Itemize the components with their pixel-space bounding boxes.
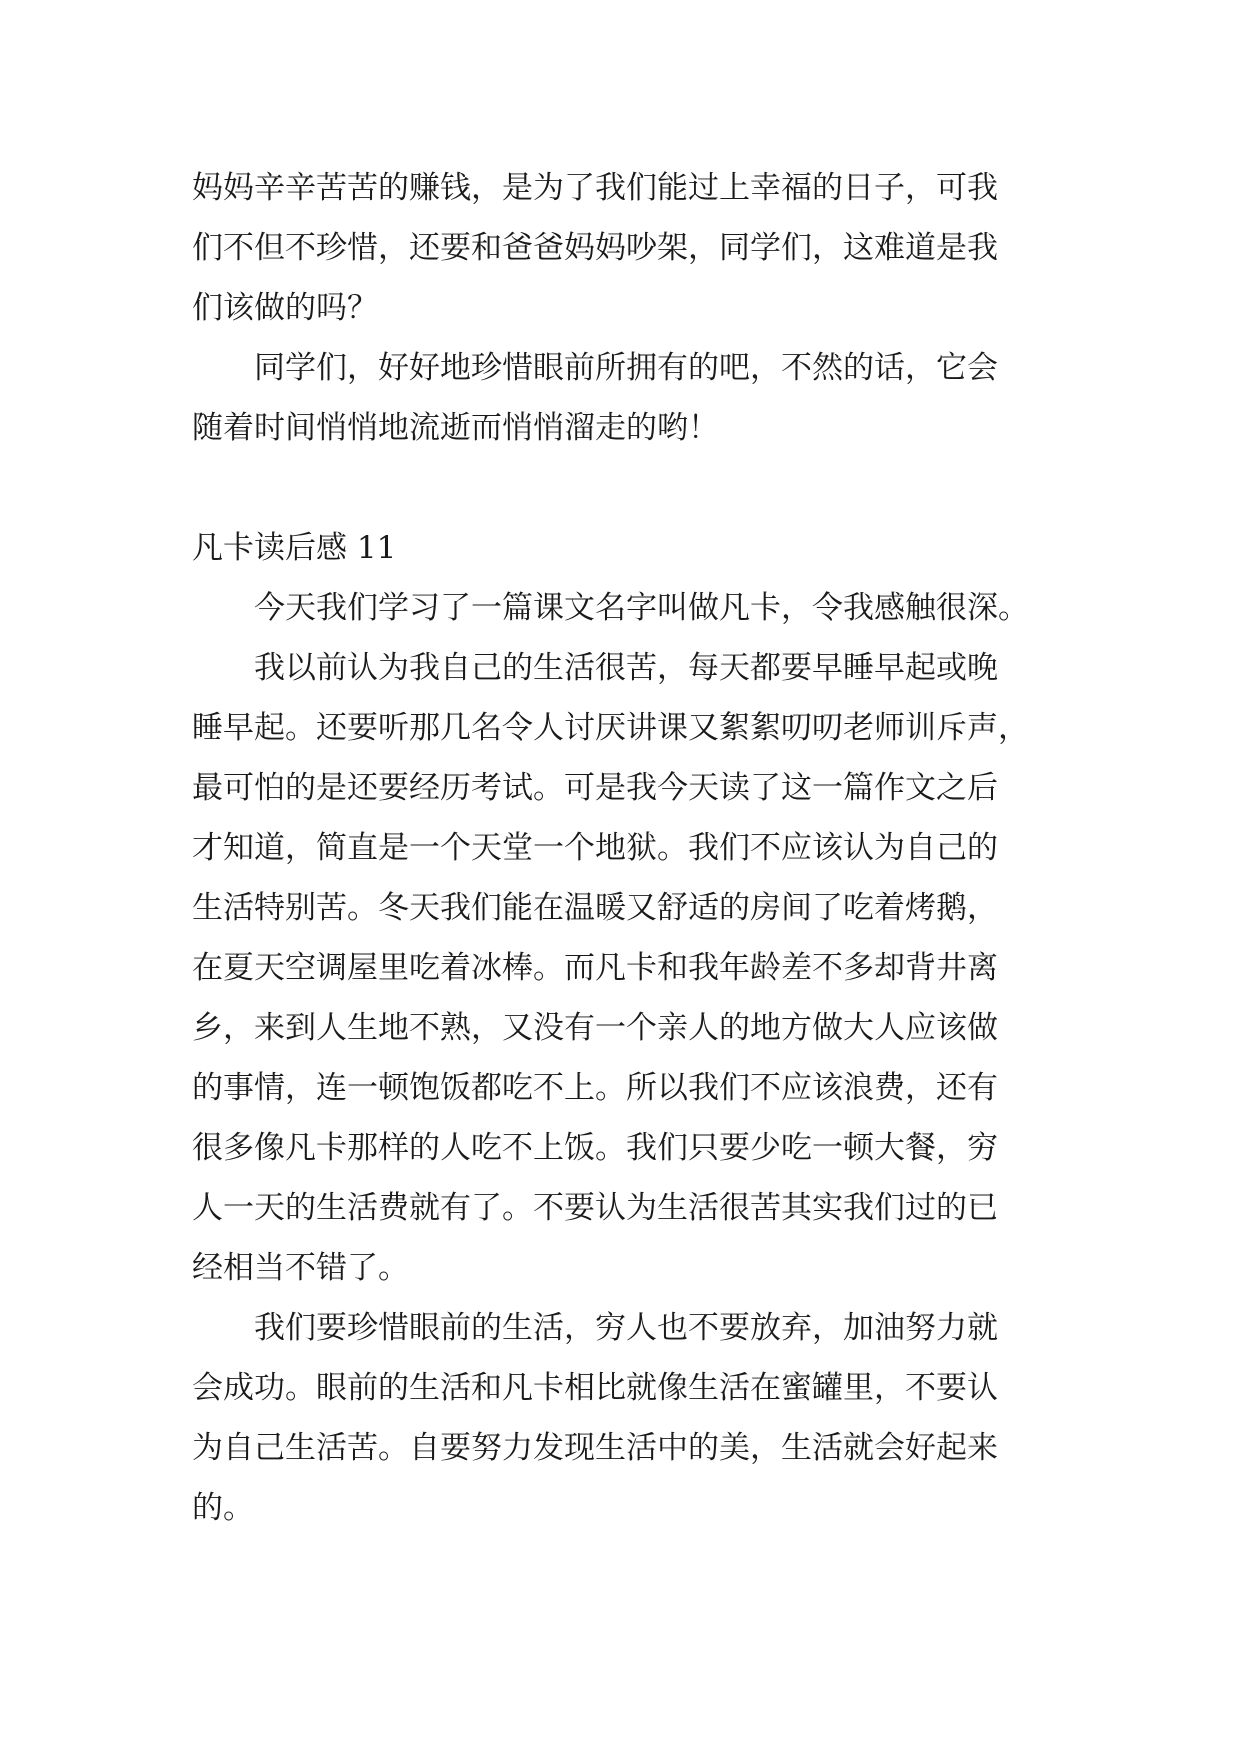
paragraph-3 bbox=[192, 1298, 1052, 1538]
paragraph-closing bbox=[192, 338, 1052, 458]
text-line: 的。 bbox=[192, 1490, 254, 1526]
text-line: 同学们，好好地珍惜眼前所拥有的吧，不然的话，它会 bbox=[254, 350, 998, 386]
paragraph-continuation bbox=[192, 158, 1052, 338]
document-page bbox=[192, 158, 1052, 1538]
essay-title: 凡卡读后感 11 bbox=[192, 530, 397, 566]
text-line: 为自己生活苦。自要努力发现生活中的美，生活就会好起来 bbox=[192, 1430, 998, 1466]
text-line: 们不但不珍惜，还要和爸爸妈妈吵架，同学们，这难道是我 bbox=[192, 230, 998, 266]
section-gap bbox=[192, 458, 1052, 518]
paragraph-1 bbox=[192, 578, 1052, 638]
text-line: 在夏天空调屋里吃着冰棒。而凡卡和我年龄差不多却背井离 bbox=[192, 950, 998, 986]
text-line: 今天我们学习了一篇课文名字叫做凡卡，令我感触很深。 bbox=[254, 590, 1029, 626]
text-line: 我以前认为我自己的生活很苦，每天都要早睡早起或晚 bbox=[254, 650, 998, 686]
text-line: 人一天的生活费就有了。不要认为生活很苦其实我们过的已 bbox=[192, 1190, 998, 1226]
text-line: 随着时间悄悄地流逝而悄悄溜走的哟！ bbox=[192, 410, 719, 446]
text-line: 睡早起。还要听那几名令人讨厌讲课又絮絮叨叨老师训斥声， bbox=[192, 710, 1029, 746]
text-line: 会成功。眼前的生活和凡卡相比就像生活在蜜罐里，不要认 bbox=[192, 1370, 998, 1406]
text-line: 才知道，简直是一个天堂一个地狱。我们不应该认为自己的 bbox=[192, 830, 998, 866]
text-line: 妈妈辛辛苦苦的赚钱，是为了我们能过上幸福的日子，可我 bbox=[192, 170, 998, 206]
text-line: 乡，来到人生地不熟，又没有一个亲人的地方做大人应该做 bbox=[192, 1010, 998, 1046]
paragraph-2 bbox=[192, 638, 1052, 1298]
text-line: 生活特别苦。冬天我们能在温暖又舒适的房间了吃着烤鹅， bbox=[192, 890, 998, 926]
text-line: 很多像凡卡那样的人吃不上饭。我们只要少吃一顿大餐，穷 bbox=[192, 1130, 998, 1166]
text-line: 们该做的吗？ bbox=[192, 290, 378, 326]
text-line: 我们要珍惜眼前的生活，穷人也不要放弃，加油努力就 bbox=[254, 1310, 998, 1346]
text-line: 经相当不错了。 bbox=[192, 1250, 409, 1286]
text-line: 的事情，连一顿饱饭都吃不上。所以我们不应该浪费，还有 bbox=[192, 1070, 998, 1106]
text-line: 最可怕的是还要经历考试。可是我今天读了这一篇作文之后 bbox=[192, 770, 998, 806]
